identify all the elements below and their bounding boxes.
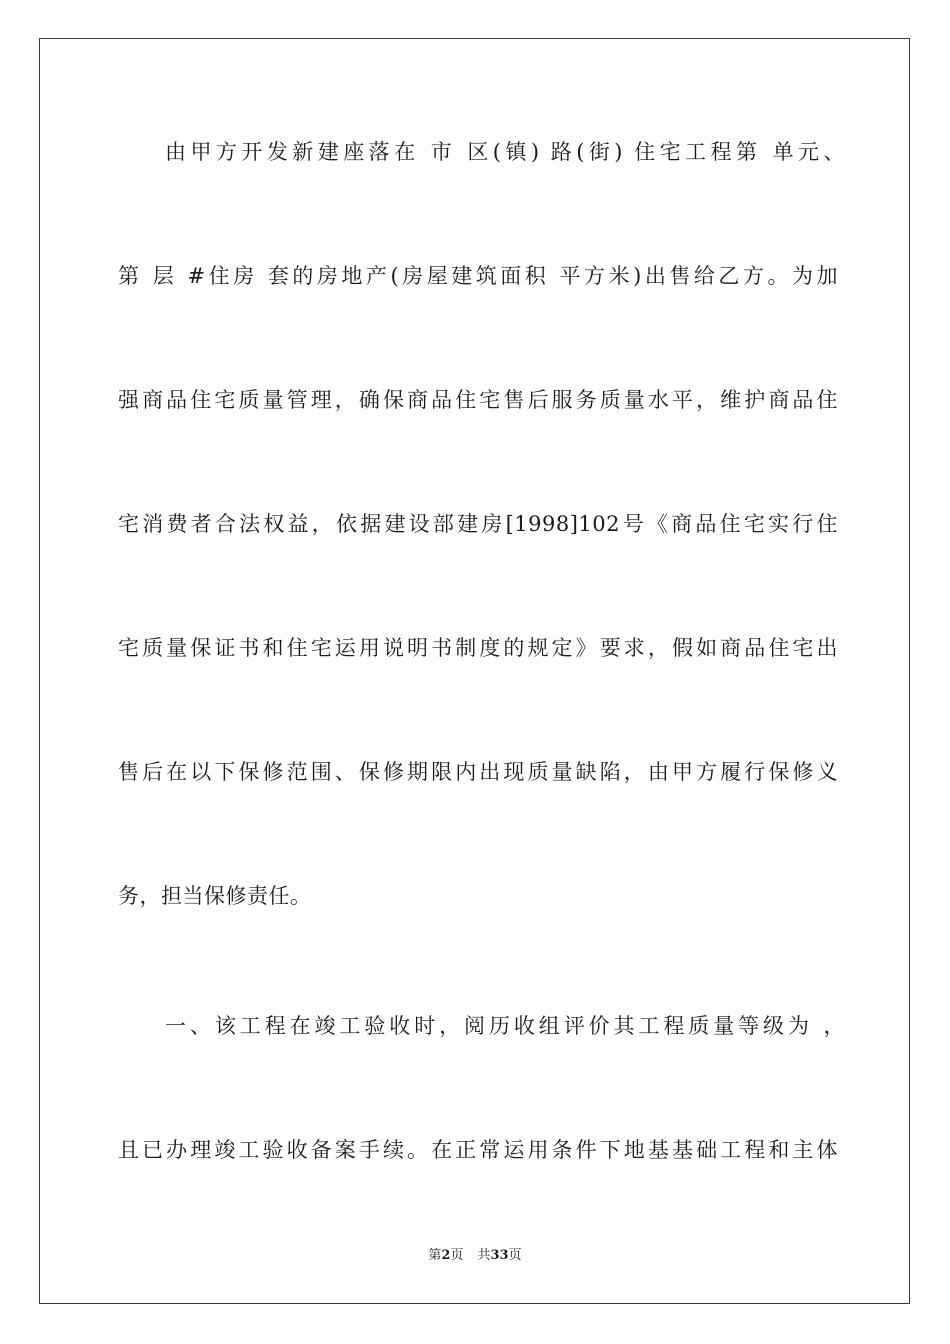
total-suffix: 页 [508,1248,522,1263]
total-prefix: 共 [477,1248,491,1263]
page-prefix: 第 [428,1248,442,1263]
paragraph-1-line-5: 宅质量保证书和住宅运用说明书制度的规定》要求，假如商品住宅出 [118,636,838,660]
page-number: 2 [441,1248,451,1263]
page-suffix: 页 [450,1248,464,1263]
paragraph-1-line-7: 务，担当保修责任。 [118,884,312,908]
page-border [39,38,910,1304]
paragraph-2-line-2: 且已办理竣工验收备案手续。在正常运用条件下地基基础工程和主体 [118,1138,838,1162]
paragraph-1-line-4: 宅消费者合法权益，依据建设部建房[1998]102号《商品住宅实行住 [118,512,838,536]
paragraph-1-line-1: 由甲方开发新建座落在 市 区(镇) 路(街) 住宅工程第 单元、 [165,140,845,164]
paragraph-1-line-3: 强商品住宅质量管理，确保商品住宅售后服务质量水平，维护商品住 [118,388,838,412]
total-pages: 33 [490,1248,509,1263]
page-footer [0,1247,950,1265]
paragraph-2-line-1: 一、该工程在竣工验收时，阅历收组评价其工程质量等级为 ， [165,1014,845,1038]
paragraph-1-line-6: 售后在以下保修范围、保修期限内出现质量缺陷，由甲方履行保修义 [118,760,838,784]
paragraph-1-line-2: 第 层 #住房 套的房地产(房屋建筑面积 平方米)出售给乙方。为加 [118,264,838,288]
